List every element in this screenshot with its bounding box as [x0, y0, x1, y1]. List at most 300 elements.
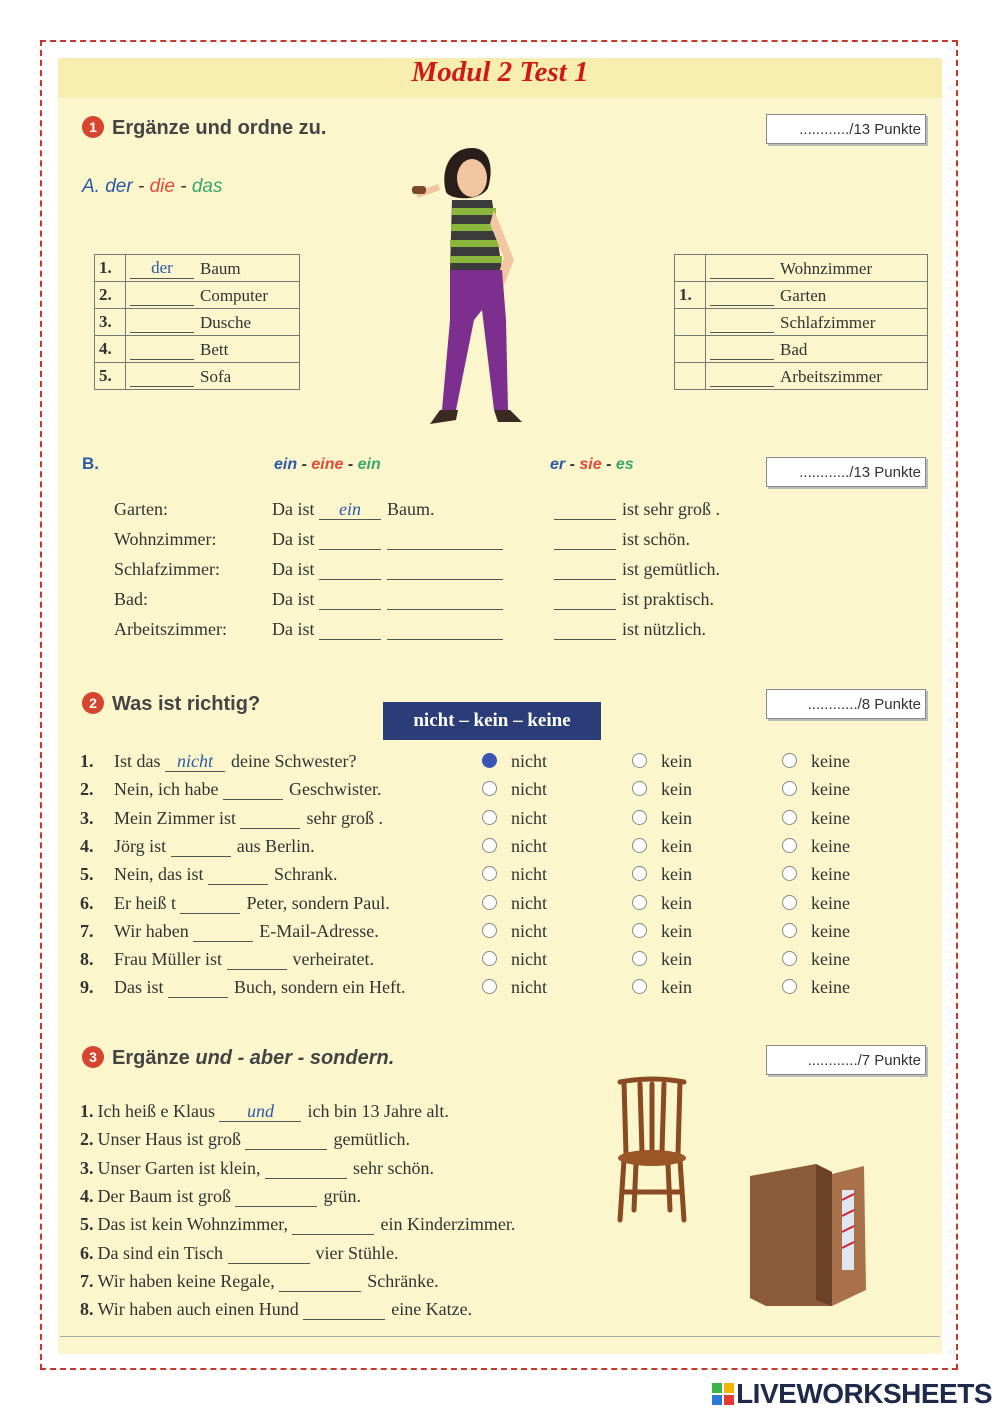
question-text-after: E-Mail-Adresse. [259, 920, 379, 941]
radio-button[interactable] [632, 753, 647, 768]
item-number: 7. [80, 1270, 94, 1291]
conjunction-blank[interactable] [279, 1271, 361, 1292]
option-nicht[interactable] [482, 808, 547, 829]
article-answer-blank[interactable] [130, 366, 194, 387]
option-kein[interactable] [632, 893, 692, 914]
option-label: kein [661, 920, 692, 941]
conjunction-row [80, 1214, 515, 1235]
option-nicht[interactable] [482, 751, 547, 772]
option-nicht[interactable] [482, 864, 547, 885]
question-text-before: Nein, das ist [114, 864, 204, 885]
option-label: kein [661, 949, 692, 970]
answer-blank[interactable] [180, 893, 240, 914]
da-ist-text: Da ist [272, 499, 315, 519]
option-nicht[interactable] [482, 779, 547, 800]
option-keine[interactable] [782, 977, 850, 998]
radio-button[interactable] [482, 838, 497, 853]
pronoun-blank[interactable] [554, 529, 616, 550]
option-nicht[interactable] [482, 949, 547, 970]
sentence-end: grün. [323, 1185, 361, 1206]
answer-blank[interactable]: nicht [165, 751, 225, 772]
option-kein[interactable] [632, 949, 692, 970]
question-text-before: Er heiß t [114, 892, 176, 913]
sentence-end: vier Stühle. [315, 1242, 399, 1263]
da-ist-sentence [272, 589, 509, 610]
option-kein[interactable] [632, 864, 692, 885]
left-table-row [95, 336, 300, 363]
word-choice-box: nicht – kein – keine [383, 702, 601, 740]
question-number: 8. [80, 949, 94, 970]
trousers [442, 270, 508, 410]
adjective-text: ist nützlich. [622, 619, 706, 639]
article-blank[interactable] [319, 589, 381, 610]
radio-button[interactable] [632, 979, 647, 994]
option-label: kein [661, 751, 692, 771]
radio-button[interactable] [632, 923, 647, 938]
word-er: er [550, 456, 566, 473]
room-name: Arbeitszimmer: [114, 619, 227, 639]
option-nicht[interactable] [482, 836, 547, 857]
question-number: 4. [80, 835, 94, 856]
left-table-row [95, 363, 300, 390]
item-number: 2. [80, 1129, 94, 1150]
option-kein[interactable] [632, 977, 692, 998]
pronoun-blank[interactable] [554, 619, 616, 640]
order-number-cell[interactable] [675, 336, 706, 363]
question-text-after: sehr groß . [306, 807, 383, 828]
room-cell [706, 336, 928, 363]
row-number: 3. [95, 309, 126, 336]
points-box-2[interactable]: ............/8 Punkte [766, 689, 926, 719]
da-ist-sentence [272, 559, 509, 580]
word-sie: sie [579, 456, 602, 473]
article-blank[interactable] [319, 619, 381, 640]
article-die: die [149, 176, 175, 197]
option-keine[interactable] [782, 864, 850, 885]
hand-object [412, 186, 426, 194]
question-text-after: Peter, sondern Paul. [246, 892, 390, 913]
radio-button[interactable] [482, 810, 497, 825]
answer-blank[interactable] [240, 808, 300, 829]
question-row [80, 864, 337, 885]
sentence-start: Das ist kein Wohnzimmer, [97, 1214, 288, 1235]
sentence-start: Unser Garten ist klein, [97, 1157, 261, 1178]
article-der: der [105, 176, 133, 197]
option-label: nicht [511, 835, 547, 856]
answer-blank[interactable] [208, 864, 268, 885]
room-label: Arbeitszimmer [780, 366, 882, 386]
question-row [80, 808, 383, 829]
right-table-row [675, 255, 928, 282]
radio-button[interactable] [482, 895, 497, 910]
radio-button[interactable] [782, 781, 797, 796]
question-number: 2. [80, 779, 94, 800]
section-3-words: und - aber - sondern. [195, 1047, 395, 1069]
option-label: kein [661, 807, 692, 828]
question-text-after: deine Schwester? [231, 751, 357, 771]
right-table-row [675, 336, 928, 363]
radio-button[interactable] [782, 923, 797, 938]
da-ist-text: Da ist [272, 529, 315, 549]
part-a-letter: A. [82, 176, 100, 197]
radio-button[interactable] [632, 810, 647, 825]
option-label: kein [661, 977, 692, 998]
question-row [80, 977, 405, 998]
question-text-before: Das ist [114, 977, 164, 998]
radio-button[interactable] [782, 753, 797, 768]
dash: - [180, 176, 187, 197]
left-shoe [430, 410, 458, 424]
order-number-cell[interactable]: 1. [675, 282, 706, 309]
sentence-end: ich bin 13 Jahre alt. [307, 1101, 449, 1121]
radio-button[interactable] [782, 951, 797, 966]
noun-blank[interactable] [387, 619, 503, 640]
word-eine: eine [311, 456, 344, 473]
woman-illustration [410, 140, 550, 430]
question-row [80, 751, 356, 772]
pronoun-blank[interactable] [554, 499, 616, 520]
item-number: 5. [80, 1214, 94, 1235]
answer-blank[interactable] [223, 779, 283, 800]
noun-text: Baum. [387, 499, 435, 519]
sentence-start: Unser Haus ist groß [97, 1129, 241, 1150]
da-ist-text: Da ist [272, 589, 315, 609]
question-row [80, 921, 379, 942]
radio-button[interactable] [482, 753, 497, 768]
question-text-before: Nein, ich habe [114, 779, 219, 800]
chair-seat [618, 1150, 686, 1166]
row-number: 4. [95, 336, 126, 363]
sentence-start: Wir haben auch einen Hund [97, 1299, 299, 1320]
part-b-letter: B. [82, 454, 99, 473]
question-text-after: Buch, sondern ein Heft. [234, 977, 406, 998]
article-blank[interactable] [319, 529, 381, 550]
section-2-title: Was ist richtig? [112, 693, 261, 715]
question-number: 5. [80, 864, 94, 885]
option-label: keine [811, 779, 850, 800]
wardrobe-illustration [746, 1160, 872, 1310]
question-text-before: Frau Müller ist [114, 949, 222, 970]
section-3-heading [82, 1046, 394, 1070]
conjunction-blank[interactable] [265, 1158, 347, 1179]
section-3-title: Ergänze [112, 1047, 190, 1069]
room-article-blank[interactable] [710, 312, 774, 333]
question-text-before: Ist das [114, 751, 161, 771]
adjective-text: ist sehr groß . [622, 499, 720, 519]
item-number: 3. [80, 1157, 94, 1178]
conjunction-blank[interactable] [228, 1243, 310, 1264]
row-number: 1. [95, 255, 126, 282]
article-blank[interactable]: ein [319, 499, 381, 520]
conjunction-blank[interactable]: und [219, 1101, 301, 1122]
sentence-end: eine Katze. [391, 1299, 473, 1320]
option-label: nicht [511, 864, 547, 885]
conjunction-blank[interactable] [235, 1186, 317, 1207]
article-answer-blank[interactable] [130, 339, 194, 360]
section-1-heading [82, 116, 326, 140]
noun-blank[interactable] [387, 559, 503, 580]
points-box-1b[interactable]: ............/13 Punkte [766, 457, 926, 487]
room-cell [706, 309, 928, 336]
question-number: 1. [80, 751, 94, 771]
item-number: 6. [80, 1242, 94, 1263]
room-label: Garten [780, 285, 827, 305]
pronoun-sentence [554, 589, 714, 610]
article-blank[interactable] [319, 559, 381, 580]
question-text-after: Schrank. [274, 864, 338, 885]
da-ist-text: Da ist [272, 559, 315, 579]
left-table-row [95, 309, 300, 336]
room-article-blank[interactable] [710, 366, 774, 387]
points-box-1[interactable]: ............/13 Punkte [766, 114, 926, 144]
noun-blank[interactable] [387, 589, 503, 610]
radio-button[interactable] [632, 895, 647, 910]
article-answer-blank[interactable]: der [130, 258, 194, 279]
sentence-end: sehr schön. [352, 1157, 434, 1178]
option-keine[interactable] [782, 949, 850, 970]
room-cell [706, 282, 928, 309]
word-ein: ein [274, 456, 298, 473]
radio-button[interactable] [482, 923, 497, 938]
pronoun-sentence [554, 499, 720, 520]
article-answer-blank[interactable] [130, 285, 194, 306]
liveworksheets-brand[interactable] [712, 1378, 992, 1410]
sentence-end: gemütlich. [333, 1129, 410, 1150]
radio-button[interactable] [482, 951, 497, 966]
article-cell [126, 336, 300, 363]
question-row [80, 893, 390, 914]
noun-label: Baum [200, 258, 241, 278]
article-cell [126, 363, 300, 390]
room-name: Bad: [114, 589, 148, 609]
question-number: 6. [80, 892, 94, 913]
conjunction-blank[interactable] [292, 1214, 374, 1235]
option-label: keine [811, 920, 850, 941]
option-kein[interactable] [632, 921, 692, 942]
option-label: keine [811, 807, 850, 828]
sentence-start: Wir haben keine Regale, [97, 1270, 275, 1291]
option-label: nicht [511, 751, 547, 771]
pronoun-sentence [554, 619, 706, 640]
worksheet-title: Modul 2 Test 1 [411, 56, 589, 88]
right-table-row [675, 282, 928, 309]
sentence-end: ein Kinderzimmer. [380, 1214, 516, 1235]
radio-button[interactable] [482, 866, 497, 881]
word-es: es [615, 456, 634, 473]
section-number-badge: 2 [82, 692, 104, 714]
radio-button[interactable] [632, 866, 647, 881]
option-label: keine [811, 751, 850, 771]
room-name: Wohnzimmer: [114, 529, 217, 549]
section-number-badge: 3 [82, 1046, 104, 1068]
order-number-cell[interactable] [675, 309, 706, 336]
conjunction-blank[interactable] [303, 1299, 385, 1320]
section-1-title: Ergänze und ordne zu. [112, 117, 327, 139]
conjunction-row [80, 1158, 434, 1179]
radio-button[interactable] [632, 951, 647, 966]
pronoun-sentence [554, 559, 720, 580]
sentence-end: Schränke. [367, 1270, 439, 1291]
option-keine[interactable] [782, 779, 850, 800]
answer-blank[interactable] [171, 836, 231, 857]
option-nicht[interactable] [482, 921, 547, 942]
room-label: Bad [780, 339, 808, 359]
question-text-before: Mein Zimmer ist [114, 807, 236, 828]
option-keine[interactable] [782, 751, 850, 772]
option-nicht[interactable] [482, 977, 547, 998]
liveworksheets-logo-icon [712, 1383, 734, 1405]
conjunction-row [80, 1243, 399, 1264]
pronoun-sentence [554, 529, 690, 550]
option-keine[interactable] [782, 808, 850, 829]
option-label: nicht [511, 920, 547, 941]
conjunction-row [80, 1299, 472, 1320]
conjunction-blank[interactable] [245, 1129, 327, 1150]
answer-blank[interactable] [227, 949, 287, 970]
option-keine[interactable] [782, 921, 850, 942]
radio-button[interactable] [782, 838, 797, 853]
da-ist-sentence [272, 499, 435, 520]
item-number: 4. [80, 1185, 94, 1206]
da-ist-sentence [272, 529, 509, 550]
radio-button[interactable] [782, 810, 797, 825]
order-number-cell[interactable] [675, 363, 706, 390]
question-text-after: aus Berlin. [236, 835, 315, 856]
radio-button[interactable] [782, 866, 797, 881]
dash: - [137, 176, 145, 197]
left-word-table [94, 254, 300, 390]
adjective-text: ist schön. [622, 529, 691, 549]
question-number: 3. [80, 807, 94, 828]
article-cell [126, 309, 300, 336]
radio-button[interactable] [632, 838, 647, 853]
section-number-badge: 1 [82, 116, 104, 138]
radio-button[interactable] [782, 979, 797, 994]
points-box-3[interactable]: ............/7 Punkte [766, 1045, 926, 1075]
option-label: nicht [511, 779, 547, 800]
radio-button[interactable] [482, 979, 497, 994]
adjective-text: ist praktisch. [622, 589, 714, 609]
radio-button[interactable] [482, 781, 497, 796]
option-label: nicht [511, 949, 547, 970]
question-text-after: verheiratet. [292, 949, 374, 970]
room-cell [706, 255, 928, 282]
option-label: keine [811, 835, 850, 856]
question-text-before: Jörg ist [114, 835, 167, 856]
room-label: Wohnzimmer [780, 258, 873, 278]
room-cell [706, 363, 928, 390]
article-cell [126, 282, 300, 309]
option-label: kein [661, 779, 692, 800]
option-label: nicht [511, 807, 547, 828]
pronoun-blank[interactable] [554, 589, 616, 610]
sentence-start: Der Baum ist groß [97, 1185, 231, 1206]
question-text-after: Geschwister. [288, 779, 382, 800]
question-row [80, 836, 315, 857]
face [457, 159, 487, 197]
article-das: das [191, 176, 223, 197]
row-number: 5. [95, 363, 126, 390]
bottom-separator [60, 1336, 940, 1337]
row-number: 2. [95, 282, 126, 309]
noun-label: Sofa [200, 366, 232, 386]
conjunction-row [80, 1101, 449, 1122]
option-label: kein [661, 892, 692, 913]
chair-illustration [612, 1076, 692, 1224]
option-label: keine [811, 892, 850, 913]
left-table-row [95, 255, 300, 282]
right-word-table [674, 254, 928, 390]
option-kein[interactable] [632, 808, 692, 829]
option-keine[interactable] [782, 893, 850, 914]
radio-button[interactable] [632, 781, 647, 796]
room-label: Schlafzimmer [780, 312, 876, 332]
er-sie-es-heading: er - sie - es [550, 456, 634, 473]
answer-blank[interactable] [168, 977, 228, 998]
da-ist-sentence [272, 619, 509, 640]
pronoun-blank[interactable] [554, 559, 616, 580]
right-table-row [675, 309, 928, 336]
right-shoe [494, 410, 522, 422]
room-name: Garten: [114, 499, 168, 519]
section-2-heading [82, 692, 260, 716]
noun-label: Dusche [200, 312, 251, 332]
conjunction-row [80, 1129, 410, 1150]
option-keine[interactable] [782, 836, 850, 857]
item-number: 1. [80, 1101, 94, 1121]
radio-button[interactable] [782, 895, 797, 910]
room-name: Schlafzimmer: [114, 559, 220, 579]
right-table-row [675, 363, 928, 390]
conjunction-row [80, 1271, 439, 1292]
word-ein-neuter: ein [357, 456, 381, 473]
noun-label: Computer [200, 285, 268, 305]
option-kein[interactable] [632, 751, 692, 772]
left-table-row [95, 282, 300, 309]
sentence-start: Da sind ein Tisch [97, 1242, 224, 1263]
answer-blank[interactable] [193, 921, 253, 942]
option-label: kein [661, 835, 692, 856]
order-number-cell[interactable] [675, 255, 706, 282]
option-label: keine [811, 977, 850, 998]
article-cell [126, 255, 300, 282]
option-label: nicht [511, 892, 547, 913]
adjective-text: ist gemütlich. [622, 559, 720, 579]
option-label: keine [811, 864, 850, 885]
da-ist-text: Da ist [272, 619, 315, 639]
noun-blank[interactable] [387, 529, 503, 550]
sentence-start: Ich heiß e Klaus [97, 1101, 215, 1121]
option-kein[interactable] [632, 779, 692, 800]
part-a-label [82, 176, 222, 198]
conjunction-row [80, 1186, 361, 1207]
room-article-blank[interactable] [710, 258, 774, 279]
option-kein[interactable] [632, 836, 692, 857]
option-nicht[interactable] [482, 893, 547, 914]
room-article-blank[interactable] [710, 285, 774, 306]
question-row [80, 779, 381, 800]
question-text-before: Wir haben [114, 920, 189, 941]
noun-label: Bett [200, 339, 229, 359]
item-number: 8. [80, 1299, 94, 1320]
question-number: 7. [80, 920, 94, 941]
option-label: nicht [511, 977, 547, 998]
brand-text: LIVEWORKSHEETS [736, 1378, 992, 1409]
option-label: kein [661, 864, 692, 885]
room-article-blank[interactable] [710, 339, 774, 360]
option-label: keine [811, 949, 850, 970]
article-answer-blank[interactable] [130, 312, 194, 333]
